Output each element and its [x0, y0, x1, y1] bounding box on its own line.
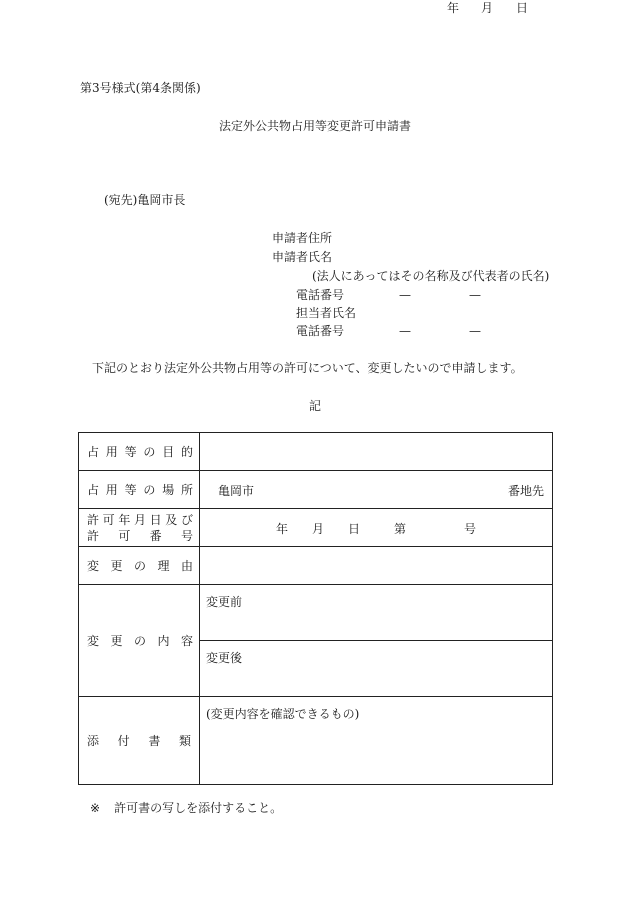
addressee: (宛先)亀岡市長: [104, 193, 186, 207]
purpose-field[interactable]: [200, 433, 553, 471]
permit-label-line2: 許 可 番 号: [87, 528, 193, 543]
table-row: [79, 471, 553, 509]
permit-label-line1: 許 可 年 月 日 及 び: [87, 512, 193, 527]
permit-go: 号: [464, 522, 477, 536]
purpose-label: 占 用 等 の 目 的: [87, 444, 193, 459]
application-table: [78, 432, 553, 785]
applicant-name-label: 申請者氏名: [272, 250, 333, 264]
reason-label-cell: [79, 547, 200, 585]
permit-day: 日: [348, 522, 361, 536]
reason-field[interactable]: [200, 547, 553, 585]
content-before-field[interactable]: [200, 585, 553, 641]
contact-phone-dash: —: [399, 324, 411, 338]
footnote: [90, 800, 282, 816]
purpose-label-cell: [79, 433, 200, 471]
ki-heading: 記: [308, 399, 321, 413]
note-text: 許可書の写しを添付すること。: [114, 801, 283, 815]
permit-field[interactable]: [200, 509, 553, 547]
permit-label-cell: [79, 509, 200, 547]
body-text: 下記のとおり法定外公共物占用等の許可について、変更したいので申請します。: [92, 361, 523, 375]
date-month: 月: [481, 1, 494, 15]
table-row: [79, 697, 553, 785]
table-row: [79, 433, 553, 471]
content-after-field[interactable]: [200, 641, 553, 697]
contact-phone-dash: —: [469, 324, 481, 338]
place-label: 占 用 等 の 場 所: [87, 482, 193, 497]
content-label-cell: [79, 585, 200, 697]
corporation-note: (法人にあってはその名称及び代表者の氏名): [312, 269, 550, 283]
content-label: 変 更 の 内 容: [87, 633, 193, 648]
place-field[interactable]: [200, 471, 553, 509]
date-day: 日: [516, 1, 529, 15]
after-label: 変更後: [206, 651, 243, 665]
permit-dai: 第: [394, 522, 407, 536]
phone-label: 電話番号: [296, 288, 345, 302]
permit-year: 年: [276, 522, 289, 536]
table-row: [79, 585, 553, 641]
attach-note: (変更内容を確認できるもの): [206, 707, 360, 721]
contact-name-label: 担当者氏名: [296, 306, 357, 320]
before-label: 変更前: [206, 595, 243, 609]
attach-label: 添 付 書 類: [87, 733, 191, 748]
table-row: [79, 509, 553, 547]
phone-dash: —: [399, 288, 411, 302]
attach-field[interactable]: [200, 697, 553, 785]
reason-label: 変 更 の 理 由: [87, 558, 193, 573]
permit-month: 月: [312, 522, 325, 536]
place-label-cell: [79, 471, 200, 509]
attach-label-cell: [79, 697, 200, 785]
applicant-address-label: 申請者住所: [272, 231, 333, 245]
date-year: 年: [447, 1, 460, 15]
form-number: 第3号様式(第4条関係): [80, 81, 201, 95]
table-row: [79, 547, 553, 585]
place-city: 亀岡市: [218, 484, 255, 498]
phone-dash: —: [469, 288, 481, 302]
place-suffix: 番地先: [507, 484, 544, 498]
contact-phone-label: 電話番号: [296, 324, 345, 338]
document-title: 法定外公共物占用等変更許可申請書: [218, 119, 411, 133]
note-mark: ※: [90, 801, 101, 815]
